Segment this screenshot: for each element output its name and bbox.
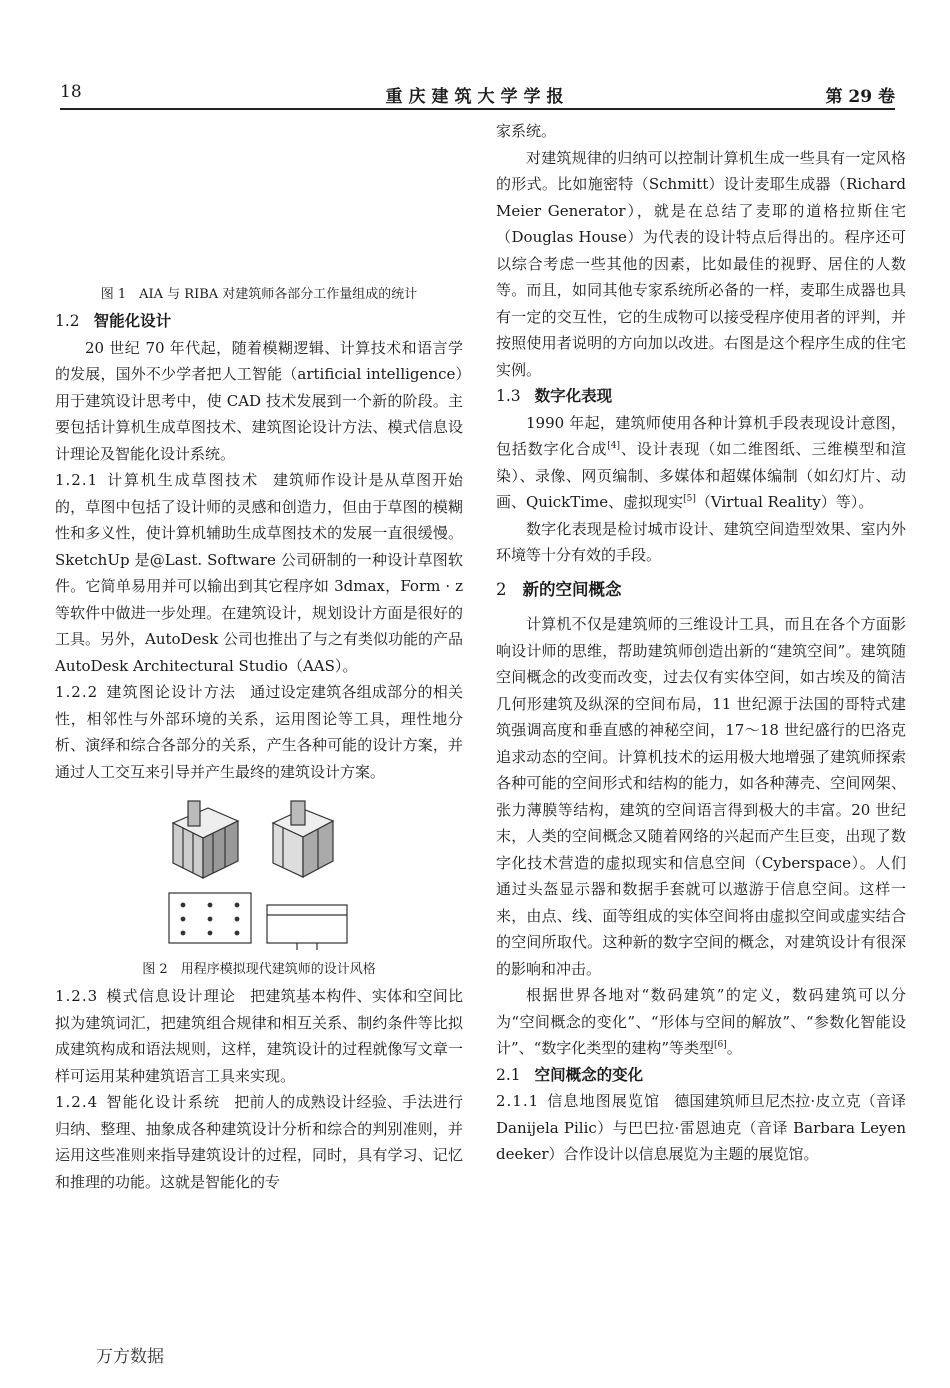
citation-ref: [4] [607, 441, 620, 451]
subsection-1-2-3 [55, 983, 463, 1089]
page-number: 18 [60, 82, 82, 102]
citation-ref: [5] [683, 494, 696, 504]
paragraph: 20 世纪 70 年代起，随着模糊逻辑、计算技术和语言学的发展，国外不少学者把人工智能（artificial intelligence）用于建筑设计思考中，使 CAD 技术发展到一个新的阶段。主要包括计算机生成草图技术、建筑图论设计方法、模式信息设计理论及智能化设计系统。 [55, 338, 463, 463]
right-column [496, 118, 906, 1168]
subsection-title: 智能化设计系统 [106, 1093, 221, 1111]
section-number: 1.3 [496, 387, 521, 405]
paragraph-text: 。 [726, 1039, 742, 1057]
subsection-1-2-1 [55, 467, 463, 679]
section-number: 1.2 [55, 312, 80, 330]
axonometric-house-1 [173, 801, 238, 878]
paragraph: 计算机不仅是建筑师的三维设计工具，而且在各个方面影响设计师的思维，帮助建筑师创造出新的“建筑空间”。建筑随空间概念的改变而改变，过去仅有实体空间，如古埃及的简洁几何形建筑及纵深的空间布局，11 世纪源于法国的哥特式建筑强调高度和垂直感的神秘空间，17～18 世纪盛行的巴洛克追求动态的空间。计算机技术的运用极大地增强了建筑师探索各种可能的空间形式和结构的能力，如各种薄壳、空间网架、张力薄膜等结构，建筑的空间语言得到极大的丰富。20 世纪末，人类的空间概念又随着网络的兴起而产生巨变，出现了数字化技术营造的虚拟现实和信息空间（Cyberspace）。人们通过头盔显示器和数据手套就可以遨游于信息空间。这样一来，由点、线、面等组成的实体空间将由虚拟空间或虚实结合的空间所取代。这种新的数字空间的概念，对建筑设计有很深的影响和冲击。 [496, 615, 906, 978]
section-title: 新的空间概念 [522, 579, 622, 599]
plan-drawing-2 [267, 905, 347, 950]
figure-1-caption: 图 1 AIA 与 RIBA 对建筑师各部分工作量组成的统计 [100, 287, 418, 302]
subsection-number: 1.2.2 [55, 683, 99, 701]
figure-1-area [55, 118, 463, 282]
subsection-number: 2.1.1 [496, 1092, 540, 1110]
paragraph-text: 根据世界各地对“数码建筑”的定义，数码建筑可以分为“空间概念的变化”、“形体与空间的解放”、“参数化智能设计”、“数字化类型的建构”等类型 [496, 986, 906, 1057]
section-number: 2 [496, 579, 507, 599]
subsection-text: 德国建筑师旦尼杰拉·皮立克（音译 Danijela Pilic）与巴巴拉·雷恩迪克（音译 Barbara Leyen deeker）合作设计以信息展览为主题的展览馆。 [496, 1092, 906, 1163]
subsection-2-1-1 [496, 1088, 906, 1168]
section-heading-1-2 [55, 308, 463, 335]
subsection-1-2-2 [55, 679, 463, 785]
paragraph [496, 410, 906, 516]
section-heading-1-3 [496, 383, 906, 410]
subsection-title: 建筑图论设计方法 [106, 683, 237, 701]
subsection-text: 通过设定建筑各组成部分的相关性，相邻性与外部环境的关系，运用图论等工具，理性地分析、演绎和综合各部分的关系，产生各种可能的设计方案，并通过人工交互来引导并产生最终的建筑设计方案。 [55, 683, 463, 781]
paragraph-text: 1990 年起，建筑师使用各种计算机手段表现设计意图，包括数字化合成 [496, 413, 906, 458]
plan-drawing-1 [169, 893, 251, 943]
volume-label: 第 29 卷 [825, 87, 895, 107]
subsection-number: 1.2.1 [55, 471, 99, 489]
section-title: 智能化设计 [93, 311, 172, 330]
subsection-title: 模式信息设计理论 [106, 987, 237, 1005]
section-heading-2 [496, 577, 906, 604]
section-title: 空间概念的变化 [534, 1064, 644, 1084]
figure-2-drawing [163, 793, 353, 953]
subsection-title: 计算机生成草图技术 [106, 471, 260, 489]
figure-2-caption: 图 2 用程序模拟现代建筑师的设计风格 [142, 962, 376, 977]
section-title: 数字化表现 [534, 386, 613, 405]
watermark: 万方数据 [96, 1347, 164, 1367]
subsection-1-2-4 [55, 1089, 463, 1195]
axonometric-house-2 [273, 801, 333, 877]
figure-2 [55, 793, 463, 953]
paragraph-text: （Virtual Reality）等）。 [695, 493, 874, 511]
subsection-text: 把前人的成熟设计经验、手法进行归纳、整理、抽象成各种建筑设计分析和综合的判别准则，并运用这些准则来指导建筑设计的过程，同时，具有学习、记忆和推理的功能。这就是智能化的专 [55, 1093, 463, 1191]
paragraph-text: 、设计表现（如二维图纸、三维模型和渲染）、录像、网页编制、多媒体和超媒体编制（如幻灯片、动画、QuickTime、虚拟现实 [496, 440, 906, 511]
running-header [60, 82, 895, 110]
subsection-text: 建筑师作设计是从草图开始的，草图中包括了设计师的灵感和创造力，但由于草图的模糊性和多义性，使计算机辅助生成草图技术的发展一直很缓慢。SketchUp 是@Last. Software 公司研制的一种设计草图软件。它简单易用并可以输出到其它程序如 3dmax，Form · z 等软件中做进一步处理。在建筑设计，规划设计方面是很好的工具。另外，AutoDesk 公司也推出了与之有类似功能的产品 AutoDesk Architectural Studio（AAS）。 [55, 471, 464, 675]
paragraph-continued: 家系统。 [496, 122, 557, 140]
subsection-text: 把建筑基本构件、实体和空间比拟为建筑词汇，把建筑组合规律和相互关系、制约条件等比拟成建筑构成和语法规则，这样，建筑设计的过程就像写文章一样可运用某种建筑语言工具来实现。 [55, 987, 463, 1085]
subsection-title: 信息地图展览馆 [547, 1092, 661, 1110]
section-heading-2-1 [496, 1062, 906, 1089]
left-column [55, 118, 463, 1195]
section-number: 2.1 [496, 1065, 521, 1084]
paragraph: 数字化表现是检讨城市设计、建筑空间造型效果、室内外环境等十分有效的手段。 [496, 519, 906, 564]
citation-ref: [6] [714, 1040, 727, 1050]
paragraph: 对建筑规律的归纳可以控制计算机生成一些具有一定风格的形式。比如施密特（Schmitt）设计麦耶生成器（Richard Meier Generator），就是在总结了麦耶的道格拉斯住宅（Douglas House）为代表的设计特点后得出的。程序还可以综合考虑一些其他的因素，比如最佳的视野、居住的人数等。而且，如同其他专家系统所必备的一样，麦耶生成器也具有一定的交互性，它的生成物可以接受程序使用者的评判，并按照使用者说明的方向加以改进。右图是这个程序生成的住宅实例。 [496, 148, 906, 379]
paragraph [496, 982, 906, 1062]
subsection-number: 1.2.3 [55, 987, 99, 1005]
subsection-number: 1.2.4 [55, 1093, 99, 1111]
journal-title: 重庆建筑大学学报 [385, 87, 570, 107]
